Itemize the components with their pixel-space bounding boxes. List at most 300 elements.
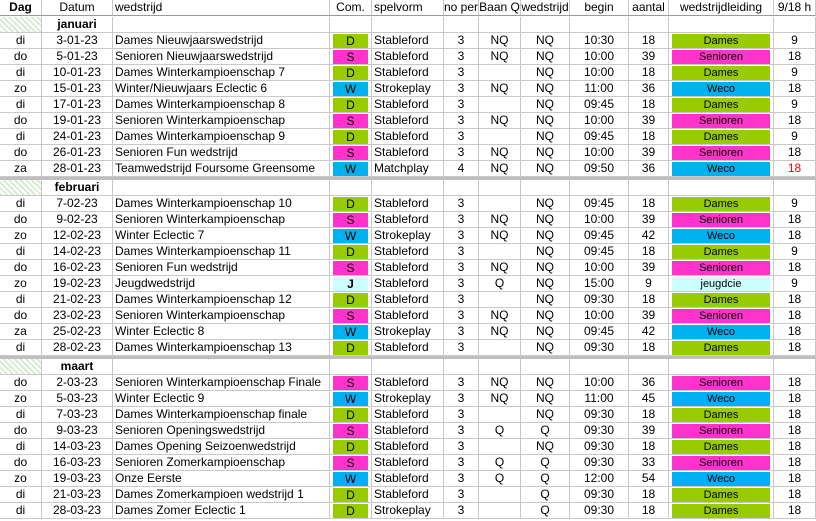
cell-com[interactable] (330, 196, 372, 212)
empty-cell[interactable] (330, 180, 372, 196)
cell-holes[interactable]: 18 (774, 471, 816, 487)
cell-begin[interactable]: 09:50 (570, 161, 629, 177)
cell-per[interactable]: 3 (444, 324, 479, 340)
cell-dag[interactable]: zo (0, 471, 42, 487)
cell-wedstrijd[interactable]: Teamwedstrijd Foursome Greensome (113, 161, 330, 177)
cell-dag[interactable]: di (0, 503, 42, 519)
cell-baanq[interactable]: NQ (479, 308, 521, 324)
cell-holes[interactable]: 18 (774, 292, 816, 308)
cell-begin[interactable]: 11:00 (570, 81, 629, 97)
cell-dag[interactable]: do (0, 423, 42, 439)
cell-per[interactable]: 3 (444, 113, 479, 129)
cell-begin[interactable]: 09:45 (570, 228, 629, 244)
cell-com[interactable] (330, 423, 372, 439)
cell-spelvorm[interactable]: Strokeplay (372, 391, 444, 407)
empty-cell[interactable] (669, 180, 774, 196)
cell-leiding[interactable] (669, 487, 774, 503)
cell-leiding[interactable] (669, 81, 774, 97)
cell-spelvorm[interactable]: Stableford (372, 308, 444, 324)
empty-cell[interactable] (521, 180, 570, 196)
cell-begin[interactable]: 09:30 (570, 340, 629, 356)
cell-datum[interactable]: 26-01-23 (42, 145, 113, 161)
header-aantal[interactable]: aantal (629, 0, 669, 16)
cell-datum[interactable]: 5-03-23 (42, 391, 113, 407)
cell-wq[interactable]: NQ (521, 260, 570, 276)
cell-leiding[interactable] (669, 113, 774, 129)
cell-leiding[interactable] (669, 129, 774, 145)
cell-per[interactable]: 3 (444, 260, 479, 276)
cell-datum[interactable]: 19-01-23 (42, 113, 113, 129)
cell-wq[interactable]: NQ (521, 375, 570, 391)
empty-cell[interactable] (372, 17, 444, 33)
cell-baanq[interactable]: NQ (479, 391, 521, 407)
cell-datum[interactable]: 9-03-23 (42, 423, 113, 439)
cell-baanq[interactable]: Q (479, 471, 521, 487)
cell-begin[interactable]: 09:45 (570, 196, 629, 212)
cell-com[interactable] (330, 324, 372, 340)
cell-spelvorm[interactable]: Stableford (372, 97, 444, 113)
cell-com[interactable] (330, 49, 372, 65)
empty-cell[interactable] (629, 180, 669, 196)
cell-spelvorm[interactable]: Stableford (372, 65, 444, 81)
cell-datum[interactable]: 2-03-23 (42, 375, 113, 391)
cell-baanq[interactable] (479, 244, 521, 260)
cell-leiding[interactable] (669, 407, 774, 423)
cell-wedstrijd[interactable]: Dames Nieuwjaarswedstrijd (113, 33, 330, 49)
cell-com[interactable] (330, 340, 372, 356)
cell-aantal[interactable]: 36 (629, 375, 669, 391)
cell-aantal[interactable]: 39 (629, 260, 669, 276)
cell-spelvorm[interactable]: Stableford (372, 455, 444, 471)
cell-spelvorm[interactable]: Stableford (372, 33, 444, 49)
cell-spelvorm[interactable]: Matchplay (372, 161, 444, 177)
cell-datum[interactable]: 3-01-23 (42, 33, 113, 49)
cell-dag[interactable]: za (0, 161, 42, 177)
cell-dag[interactable]: di (0, 196, 42, 212)
cell-datum[interactable]: 16-03-23 (42, 455, 113, 471)
cell-dag[interactable]: do (0, 113, 42, 129)
cell-per[interactable]: 3 (444, 423, 479, 439)
cell-wedstrijd[interactable]: Dames Winterkampioenschap 8 (113, 97, 330, 113)
cell-aantal[interactable]: 18 (629, 129, 669, 145)
cell-dag[interactable]: do (0, 49, 42, 65)
cell-dag[interactable]: di (0, 33, 42, 49)
month-marker-cell[interactable] (0, 359, 42, 375)
cell-wedstrijd[interactable]: Winter Eclectic 8 (113, 324, 330, 340)
cell-per[interactable]: 3 (444, 308, 479, 324)
cell-com[interactable] (330, 228, 372, 244)
cell-per[interactable]: 3 (444, 129, 479, 145)
cell-per[interactable]: 3 (444, 228, 479, 244)
header-wedstrijd[interactable]: wedstrijd (113, 0, 330, 16)
cell-aantal[interactable]: 18 (629, 407, 669, 423)
cell-baanq[interactable]: NQ (479, 33, 521, 49)
cell-aantal[interactable]: 39 (629, 145, 669, 161)
cell-aantal[interactable]: 18 (629, 33, 669, 49)
cell-aantal[interactable]: 42 (629, 228, 669, 244)
cell-dag[interactable]: do (0, 212, 42, 228)
cell-aantal[interactable]: 39 (629, 113, 669, 129)
cell-begin[interactable]: 15:00 (570, 276, 629, 292)
header-no-per[interactable]: no per (444, 0, 479, 14)
cell-holes[interactable]: 18 (774, 375, 816, 391)
cell-dag[interactable]: di (0, 65, 42, 81)
cell-leiding[interactable] (669, 423, 774, 439)
cell-per[interactable]: 3 (444, 487, 479, 503)
cell-spelvorm[interactable]: Stableford (372, 487, 444, 503)
cell-aantal[interactable]: 39 (629, 423, 669, 439)
cell-per[interactable]: 3 (444, 81, 479, 97)
cell-leiding[interactable] (669, 244, 774, 260)
cell-wq[interactable]: NQ (521, 276, 570, 292)
cell-wq[interactable]: Q (521, 423, 570, 439)
cell-holes[interactable]: 18 (774, 308, 816, 324)
empty-cell[interactable] (521, 359, 570, 375)
cell-leiding[interactable] (669, 145, 774, 161)
cell-aantal[interactable]: 42 (629, 324, 669, 340)
cell-leiding[interactable] (669, 196, 774, 212)
cell-holes[interactable]: 18 (774, 145, 816, 161)
cell-dag[interactable]: di (0, 487, 42, 503)
cell-per[interactable]: 3 (444, 244, 479, 260)
cell-aantal[interactable]: 18 (629, 244, 669, 260)
cell-wedstrijd[interactable]: Senioren Fun wedstrijd (113, 260, 330, 276)
cell-begin[interactable]: 10:00 (570, 145, 629, 161)
cell-datum[interactable]: 23-02-23 (42, 308, 113, 324)
cell-com[interactable] (330, 97, 372, 113)
cell-datum[interactable]: 12-02-23 (42, 228, 113, 244)
empty-cell[interactable] (113, 180, 330, 196)
cell-datum[interactable]: 17-01-23 (42, 97, 113, 113)
cell-wq[interactable]: NQ (521, 65, 570, 81)
empty-cell[interactable] (521, 17, 570, 33)
cell-aantal[interactable]: 18 (629, 487, 669, 503)
cell-wq[interactable]: Q (521, 455, 570, 471)
month-label[interactable]: februari (42, 180, 113, 196)
cell-spelvorm[interactable]: Stableford (372, 423, 444, 439)
cell-leiding[interactable] (669, 292, 774, 308)
cell-baanq[interactable] (479, 340, 521, 356)
cell-wedstrijd[interactable]: Dames Winterkampioenschap finale (113, 407, 330, 423)
cell-aantal[interactable]: 18 (629, 65, 669, 81)
cell-baanq[interactable]: NQ (479, 161, 521, 177)
cell-dag[interactable]: do (0, 455, 42, 471)
cell-wq[interactable]: NQ (521, 81, 570, 97)
cell-per[interactable]: 3 (444, 391, 479, 407)
cell-wq[interactable]: NQ (521, 97, 570, 113)
cell-leiding[interactable] (669, 161, 774, 177)
cell-per[interactable]: 4 (444, 161, 479, 177)
cell-holes[interactable]: 9 (774, 129, 816, 145)
cell-wedstrijd[interactable]: Dames Winterkampioenschap 7 (113, 65, 330, 81)
cell-holes[interactable]: 9 (774, 97, 816, 113)
cell-spelvorm[interactable]: Stableford (372, 196, 444, 212)
cell-leiding[interactable] (669, 340, 774, 356)
cell-baanq[interactable] (479, 97, 521, 113)
cell-datum[interactable]: 19-03-23 (42, 471, 113, 487)
cell-dag[interactable]: zo (0, 391, 42, 407)
cell-begin[interactable]: 09:30 (570, 503, 629, 519)
cell-baanq[interactable]: NQ (479, 212, 521, 228)
cell-begin[interactable]: 09:30 (570, 439, 629, 455)
cell-datum[interactable]: 14-02-23 (42, 244, 113, 260)
cell-spelvorm[interactable]: Stableford (372, 145, 444, 161)
cell-com[interactable] (330, 33, 372, 49)
cell-holes[interactable]: 18 (774, 212, 816, 228)
cell-datum[interactable]: 9-02-23 (42, 212, 113, 228)
cell-dag[interactable]: di (0, 292, 42, 308)
cell-aantal[interactable]: 54 (629, 471, 669, 487)
cell-baanq[interactable] (479, 503, 521, 519)
cell-com[interactable] (330, 471, 372, 487)
cell-wq[interactable]: Q (521, 487, 570, 503)
cell-dag[interactable]: zo (0, 276, 42, 292)
cell-baanq[interactable]: NQ (479, 228, 521, 244)
cell-holes[interactable]: 18 (774, 423, 816, 439)
cell-per[interactable]: 3 (444, 340, 479, 356)
cell-holes[interactable]: 18 (774, 228, 816, 244)
cell-spelvorm[interactable]: Stableford (372, 407, 444, 423)
empty-cell[interactable] (774, 17, 816, 33)
cell-baanq[interactable] (479, 439, 521, 455)
cell-holes[interactable]: 18 (774, 503, 816, 519)
cell-com[interactable] (330, 65, 372, 81)
cell-spelvorm[interactable]: Stableford (372, 129, 444, 145)
header-datum[interactable]: Datum (42, 0, 113, 16)
cell-dag[interactable]: do (0, 308, 42, 324)
cell-wedstrijd[interactable]: Senioren Winterkampioenschap Finale (113, 375, 330, 391)
cell-baanq[interactable]: NQ (479, 145, 521, 161)
empty-cell[interactable] (669, 17, 774, 33)
header-spelvorm[interactable]: spelvorm (372, 0, 444, 16)
empty-cell[interactable] (372, 180, 444, 196)
cell-leiding[interactable] (669, 228, 774, 244)
cell-wq[interactable]: NQ (521, 129, 570, 145)
cell-com[interactable] (330, 113, 372, 129)
cell-begin[interactable]: 09:30 (570, 487, 629, 503)
cell-leiding[interactable] (669, 97, 774, 113)
cell-com[interactable] (330, 161, 372, 177)
cell-com[interactable] (330, 391, 372, 407)
empty-cell[interactable] (479, 17, 521, 33)
cell-aantal[interactable]: 39 (629, 308, 669, 324)
cell-per[interactable]: 3 (444, 145, 479, 161)
cell-baanq[interactable]: Q (479, 423, 521, 439)
cell-leiding[interactable] (669, 471, 774, 487)
header-holes[interactable]: 9/18 h (774, 0, 816, 16)
cell-dag[interactable]: do (0, 145, 42, 161)
cell-datum[interactable]: 21-02-23 (42, 292, 113, 308)
cell-leiding[interactable] (669, 308, 774, 324)
cell-wedstrijd[interactable]: Senioren Zomerkampioenschap (113, 455, 330, 471)
cell-wedstrijd[interactable]: Senioren Nieuwjaarswedstrijd (113, 49, 330, 65)
month-label[interactable]: januari (42, 17, 113, 33)
cell-baanq[interactable]: NQ (479, 260, 521, 276)
cell-holes[interactable]: 18 (774, 161, 816, 177)
cell-wedstrijd[interactable]: Senioren Winterkampioenschap (113, 308, 330, 324)
cell-wedstrijd[interactable]: Dames Zomerkampioen wedstrijd 1 (113, 487, 330, 503)
cell-dag[interactable]: di (0, 407, 42, 423)
cell-com[interactable] (330, 455, 372, 471)
cell-wq[interactable]: NQ (521, 391, 570, 407)
cell-dag[interactable]: di (0, 439, 42, 455)
cell-aantal[interactable]: 36 (629, 161, 669, 177)
cell-dag[interactable]: zo (0, 81, 42, 97)
cell-datum[interactable]: 7-02-23 (42, 196, 113, 212)
cell-spelvorm[interactable]: Stableford (372, 260, 444, 276)
cell-leiding[interactable] (669, 503, 774, 519)
cell-leiding[interactable] (669, 276, 774, 292)
cell-begin[interactable]: 10:00 (570, 260, 629, 276)
cell-holes[interactable]: 9 (774, 244, 816, 260)
cell-datum[interactable]: 28-02-23 (42, 340, 113, 356)
cell-dag[interactable]: za (0, 324, 42, 340)
cell-wq[interactable]: NQ (521, 228, 570, 244)
cell-dag[interactable]: do (0, 260, 42, 276)
cell-com[interactable] (330, 292, 372, 308)
cell-per[interactable]: 3 (444, 33, 479, 49)
cell-per[interactable]: 3 (444, 292, 479, 308)
cell-holes[interactable]: 18 (774, 455, 816, 471)
cell-per[interactable]: 3 (444, 97, 479, 113)
cell-spelvorm[interactable]: Stableford (372, 49, 444, 65)
cell-holes[interactable]: 9 (774, 276, 816, 292)
cell-wq[interactable]: NQ (521, 161, 570, 177)
cell-wedstrijd[interactable]: Jeugdwedstrijd (113, 276, 330, 292)
empty-cell[interactable] (444, 180, 479, 196)
cell-com[interactable] (330, 439, 372, 455)
cell-wedstrijd[interactable]: Senioren Openingswedstrijd (113, 423, 330, 439)
cell-wq[interactable]: Q (521, 471, 570, 487)
cell-com[interactable] (330, 244, 372, 260)
cell-wedstrijd[interactable]: Dames Winterkampioenschap 13 (113, 340, 330, 356)
cell-wedstrijd[interactable]: Winter/Nieuwjaars Eclectic 6 (113, 81, 330, 97)
cell-com[interactable] (330, 375, 372, 391)
cell-wq[interactable]: NQ (521, 113, 570, 129)
cell-wedstrijd[interactable]: Dames Winterkampioenschap 12 (113, 292, 330, 308)
cell-begin[interactable]: 09:30 (570, 423, 629, 439)
empty-cell[interactable] (479, 359, 521, 375)
month-marker-cell[interactable] (0, 180, 42, 196)
cell-begin[interactable]: 10:00 (570, 65, 629, 81)
cell-baanq[interactable] (479, 292, 521, 308)
cell-aantal[interactable]: 18 (629, 292, 669, 308)
cell-spelvorm[interactable]: Stableford (372, 276, 444, 292)
cell-begin[interactable]: 09:45 (570, 244, 629, 260)
empty-cell[interactable] (444, 359, 479, 375)
cell-datum[interactable]: 24-01-23 (42, 129, 113, 145)
cell-wq[interactable]: NQ (521, 340, 570, 356)
cell-holes[interactable]: 9 (774, 196, 816, 212)
cell-spelvorm[interactable]: Strokeplay (372, 81, 444, 97)
cell-com[interactable] (330, 129, 372, 145)
empty-cell[interactable] (444, 17, 479, 33)
cell-begin[interactable]: 09:30 (570, 455, 629, 471)
cell-com[interactable] (330, 308, 372, 324)
cell-wq[interactable]: NQ (521, 196, 570, 212)
cell-holes[interactable]: 18 (774, 49, 816, 65)
cell-wedstrijd[interactable]: Onze Eerste (113, 471, 330, 487)
cell-leiding[interactable] (669, 260, 774, 276)
cell-aantal[interactable]: 18 (629, 503, 669, 519)
empty-cell[interactable] (629, 17, 669, 33)
cell-holes[interactable]: 18 (774, 391, 816, 407)
cell-datum[interactable]: 19-02-23 (42, 276, 113, 292)
cell-datum[interactable]: 14-03-23 (42, 439, 113, 455)
empty-cell[interactable] (629, 359, 669, 375)
cell-baanq[interactable] (479, 129, 521, 145)
empty-cell[interactable] (774, 180, 816, 196)
cell-datum[interactable]: 25-02-23 (42, 324, 113, 340)
cell-wq[interactable]: NQ (521, 145, 570, 161)
cell-per[interactable]: 3 (444, 407, 479, 423)
cell-spelvorm[interactable]: Strokeplay (372, 503, 444, 519)
cell-dag[interactable]: do (0, 375, 42, 391)
cell-aantal[interactable]: 39 (629, 212, 669, 228)
empty-cell[interactable] (774, 359, 816, 375)
cell-spelvorm[interactable]: Stableford (372, 439, 444, 455)
cell-wedstrijd[interactable]: Senioren Winterkampioenschap (113, 212, 330, 228)
cell-datum[interactable]: 21-03-23 (42, 487, 113, 503)
cell-baanq[interactable]: NQ (479, 375, 521, 391)
header-wedstrijdleiding[interactable]: wedstrijdleiding (669, 0, 774, 16)
header-com[interactable]: Com. (330, 0, 372, 16)
cell-leiding[interactable] (669, 324, 774, 340)
cell-wedstrijd[interactable]: Winter Eclectic 9 (113, 391, 330, 407)
cell-leiding[interactable] (669, 212, 774, 228)
cell-holes[interactable]: 18 (774, 324, 816, 340)
cell-baanq[interactable]: Q (479, 276, 521, 292)
cell-aantal[interactable]: 33 (629, 455, 669, 471)
cell-dag[interactable]: di (0, 97, 42, 113)
cell-spelvorm[interactable]: Stableford (372, 244, 444, 260)
cell-leiding[interactable] (669, 439, 774, 455)
cell-begin[interactable]: 10:00 (570, 113, 629, 129)
cell-com[interactable] (330, 276, 372, 292)
empty-cell[interactable] (570, 359, 629, 375)
cell-spelvorm[interactable]: Stableford (372, 113, 444, 129)
cell-per[interactable]: 3 (444, 65, 479, 81)
header-baan-q[interactable]: Baan Q (479, 0, 520, 14)
cell-wedstrijd[interactable]: Senioren Winterkampioenschap (113, 113, 330, 129)
empty-cell[interactable] (372, 359, 444, 375)
header-dag[interactable]: Dag (0, 0, 42, 16)
cell-dag[interactable]: di (0, 244, 42, 260)
cell-wq[interactable]: NQ (521, 33, 570, 49)
cell-wq[interactable]: NQ (521, 407, 570, 423)
cell-com[interactable] (330, 81, 372, 97)
cell-baanq[interactable]: NQ (479, 113, 521, 129)
cell-leiding[interactable] (669, 49, 774, 65)
cell-leiding[interactable] (669, 65, 774, 81)
cell-dag[interactable]: di (0, 340, 42, 356)
cell-dag[interactable]: di (0, 129, 42, 145)
cell-aantal[interactable]: 36 (629, 81, 669, 97)
empty-cell[interactable] (113, 359, 330, 375)
cell-holes[interactable]: 9 (774, 65, 816, 81)
cell-begin[interactable]: 12:00 (570, 471, 629, 487)
cell-wedstrijd[interactable]: Winter Eclectic 7 (113, 228, 330, 244)
cell-wq[interactable]: NQ (521, 324, 570, 340)
cell-baanq[interactable]: NQ (479, 81, 521, 97)
cell-aantal[interactable]: 18 (629, 439, 669, 455)
empty-cell[interactable] (330, 359, 372, 375)
cell-begin[interactable]: 09:45 (570, 97, 629, 113)
cell-wedstrijd[interactable]: Dames Opening Seizoenwedstrijd (113, 439, 330, 455)
cell-begin[interactable]: 11:00 (570, 391, 629, 407)
cell-spelvorm[interactable]: Stableford (372, 292, 444, 308)
cell-leiding[interactable] (669, 391, 774, 407)
